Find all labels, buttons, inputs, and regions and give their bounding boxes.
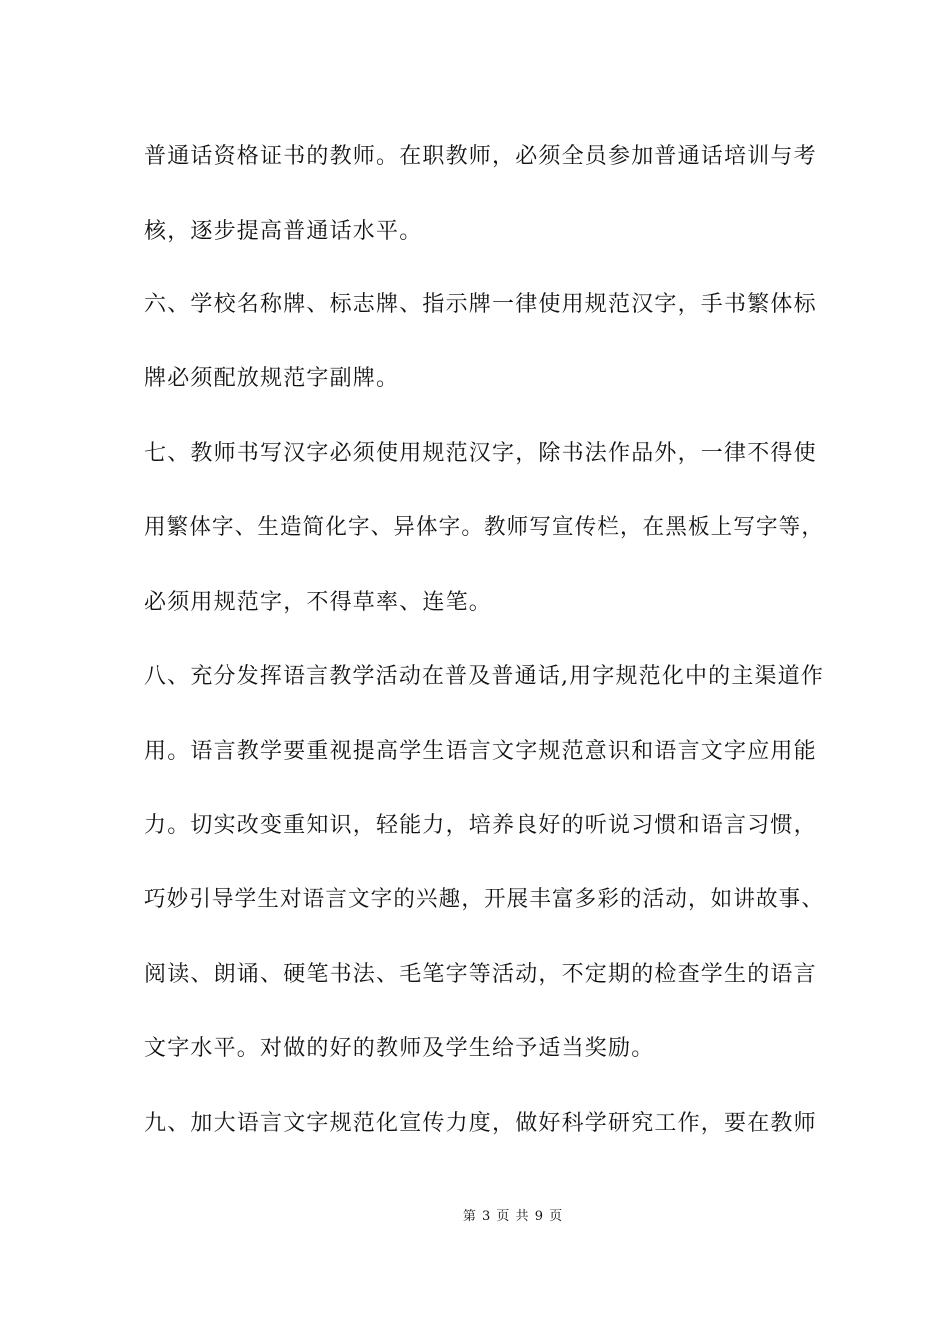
- text-line: 用繁体字、生造简化字、异体字。教师写宣传栏，在黑板上写字等，: [144, 515, 825, 540]
- text-line: 巧妙引导学生对语言文字的兴趣，开展丰富多彩的活动，如讲故事、: [144, 887, 825, 912]
- text-line: 牌必须配放规范字副牌。: [144, 366, 400, 391]
- text-line: 九、加大语言文字规范化宣传力度，做好科学研究工作，要在教师: [144, 1111, 817, 1136]
- text-line: 文字水平。对做的好的教师及学生给予适当奖励。: [144, 1036, 655, 1061]
- text-line: 必须用规范字，不得草率、连笔。: [144, 590, 493, 615]
- text-line: 六、学校名称牌、标志牌、指示牌一律使用规范汉字，手书繁体标: [144, 292, 817, 317]
- text-line: 八、充分发挥语言教学活动在普及普通话,用字规范化中的主渠道作: [144, 664, 824, 689]
- text-line: 核，逐步提高普通话水平。: [144, 219, 423, 244]
- text-line: 普通话资格证书的教师。在职教师，必须全员参加普通话培训与考: [144, 144, 817, 169]
- text-line: 七、教师书写汉字必须使用规范汉字，除书法作品外，一律不得使: [144, 441, 817, 466]
- text-line: 力。切实改变重知识，轻能力，培养良好的听说习惯和语言习惯，: [144, 813, 817, 838]
- page-number-footer: 第 3 页 共 9 页: [462, 1209, 564, 1224]
- text-line: 用。语言教学要重视提高学生语言文字规范意识和语言文字应用能: [144, 739, 817, 764]
- text-line: 阅读、朗诵、硬笔书法、毛笔字等活动，不定期的检查学生的语言: [144, 962, 817, 987]
